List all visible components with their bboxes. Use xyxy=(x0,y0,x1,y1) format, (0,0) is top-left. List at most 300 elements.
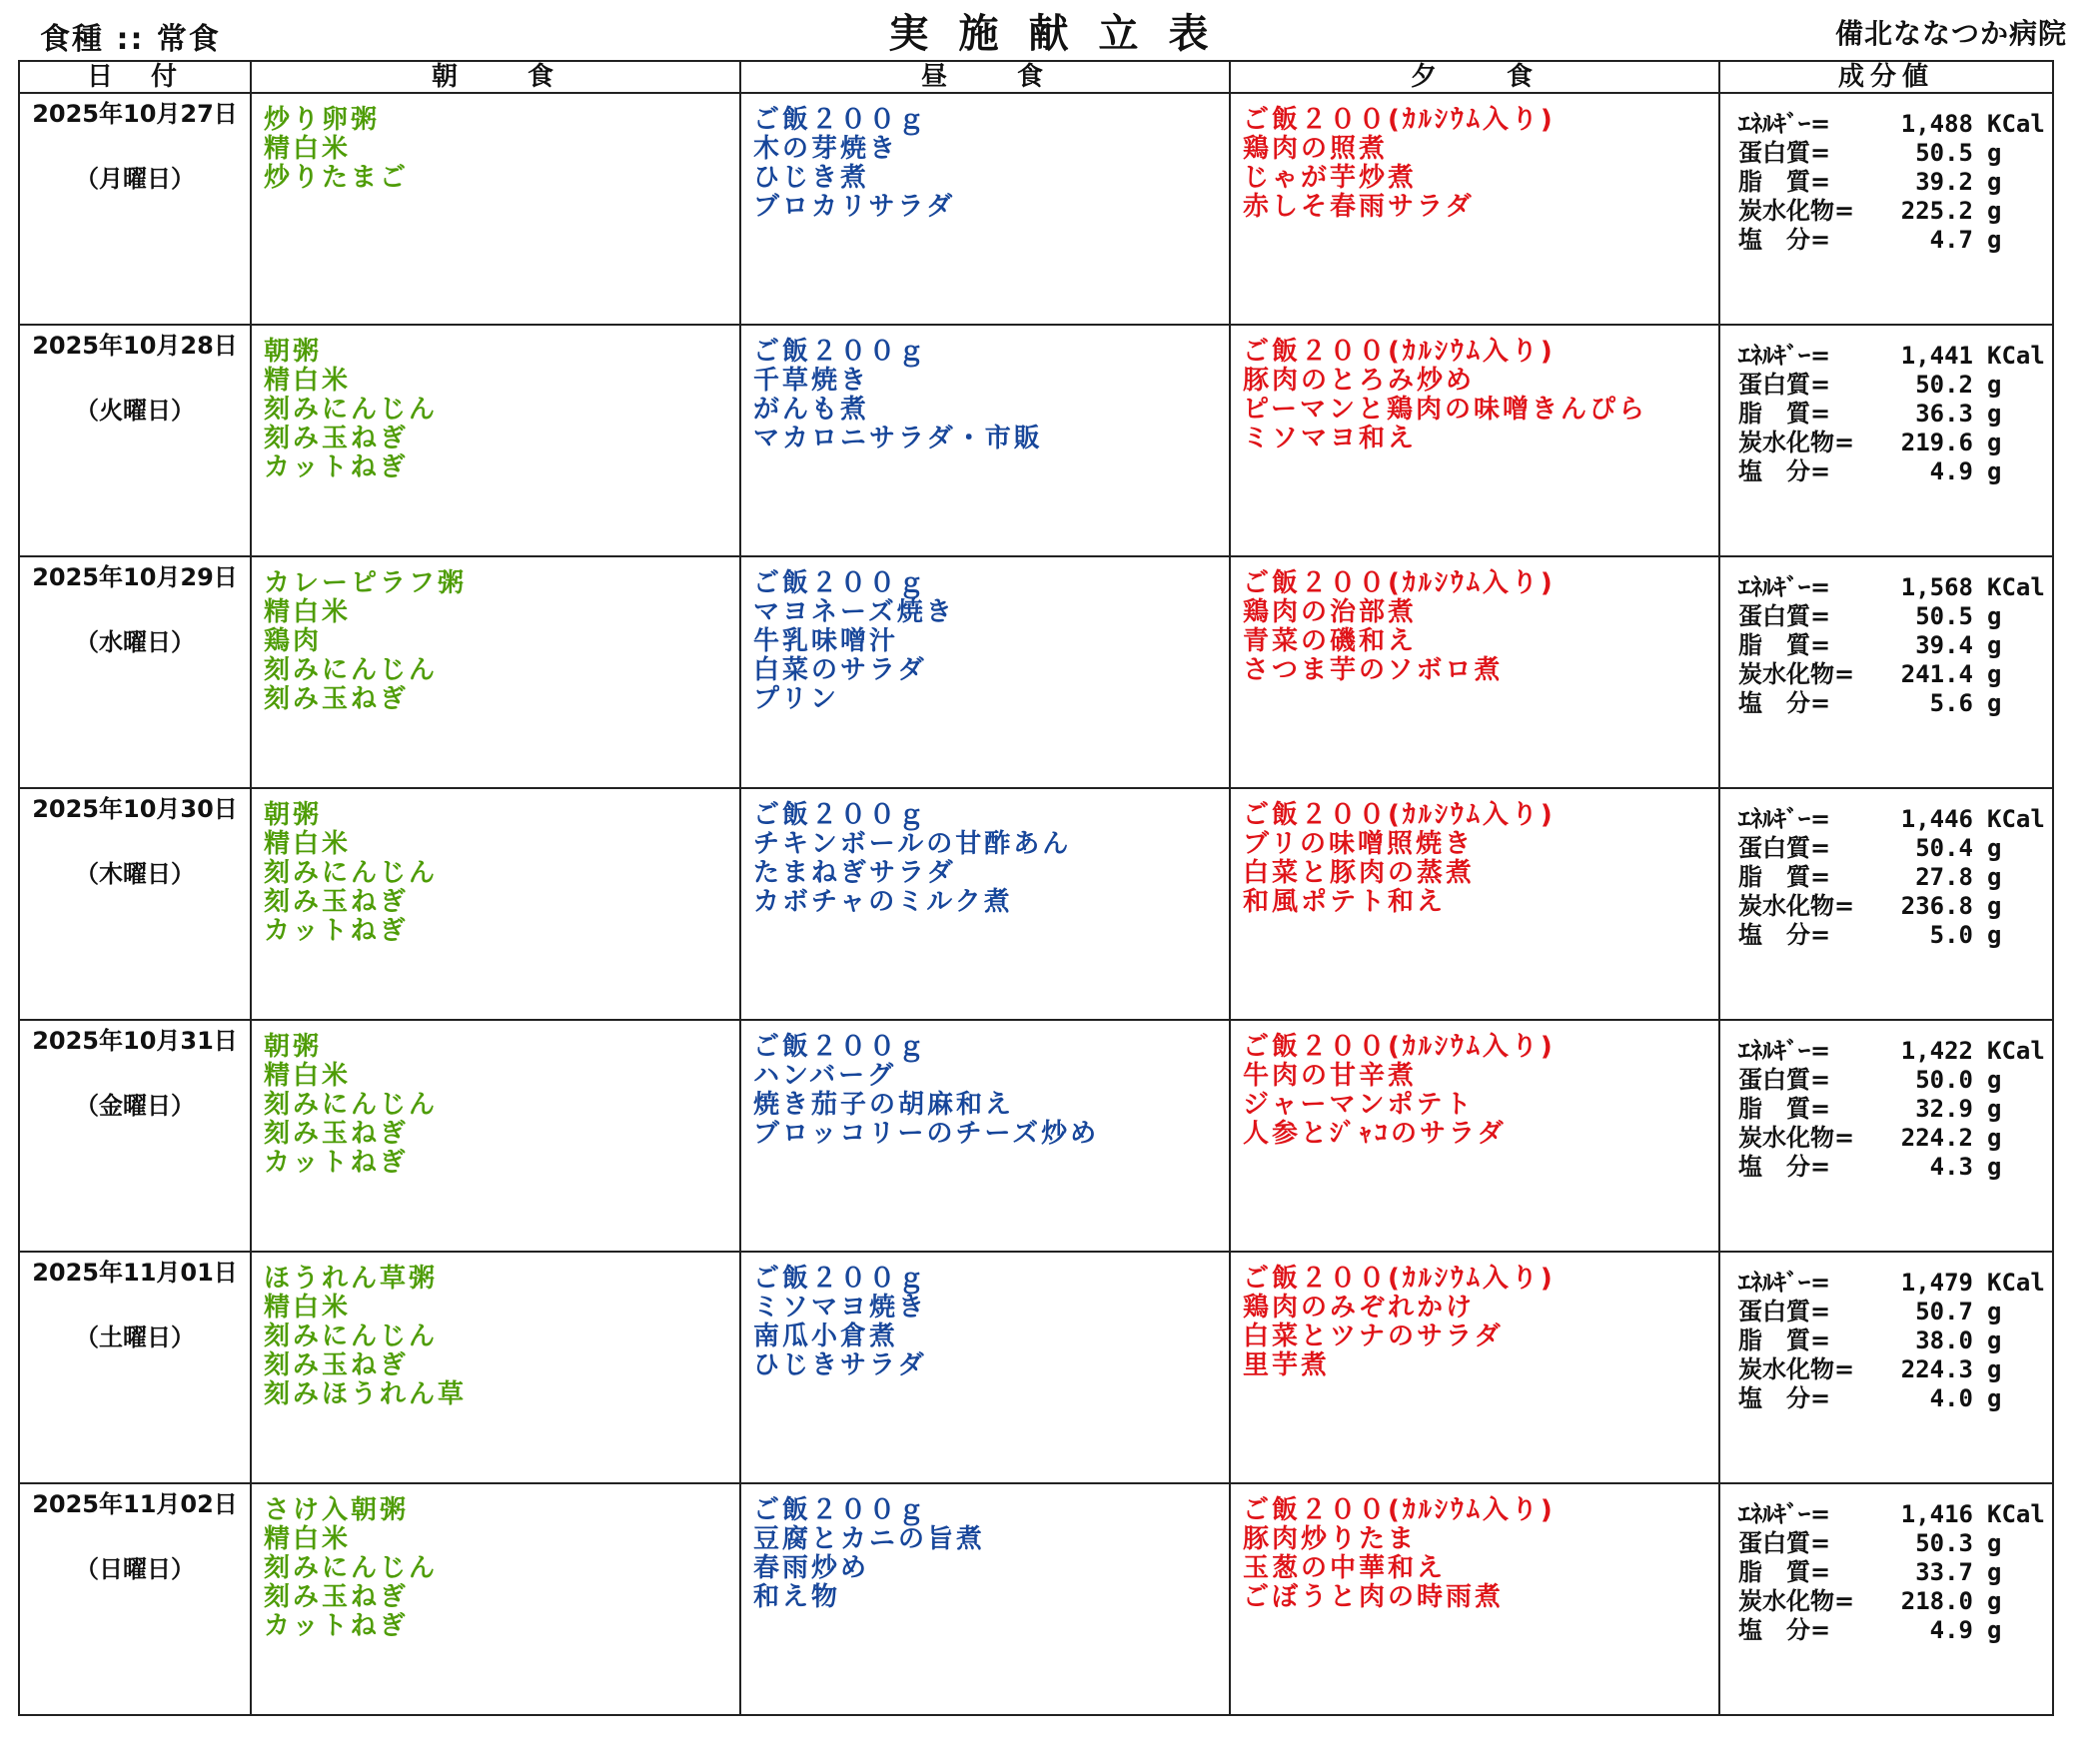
column-header-nutrition: 成分値 xyxy=(1719,61,2053,93)
breakfast-dish: 精白米 xyxy=(264,366,352,396)
lunch-cell xyxy=(740,556,1230,788)
breakfast-dish: 炒りたまご xyxy=(264,163,410,193)
dinner-menu-list xyxy=(1231,1253,1718,1380)
breakfast-dish: 刻み玉ねぎ xyxy=(264,887,410,917)
nutrient-unit: g xyxy=(1987,1066,2002,1094)
nutrient-row-carbs xyxy=(1738,197,2052,226)
dinner-cell xyxy=(1230,93,1719,325)
nutrient-unit: g xyxy=(1987,660,2002,688)
lunch-dish: 春雨炒め xyxy=(753,1553,870,1583)
nutrient-row-protein xyxy=(1738,1298,2052,1326)
nutrient-label: ｴﾈﾙｷﾞｰ= xyxy=(1738,805,1831,833)
breakfast-cell xyxy=(251,325,740,556)
nutrient-row-carbs xyxy=(1738,1587,2052,1616)
date-text: 2025年10月28日 xyxy=(32,332,238,360)
nutrient-row-fat xyxy=(1738,631,2052,660)
lunch-dish: ご飯２００ｇ xyxy=(753,800,928,830)
nutrient-row-carbs xyxy=(1738,1355,2052,1384)
column-header-dinner: 夕 食 xyxy=(1230,61,1719,93)
nutrient-row-fat xyxy=(1738,1095,2052,1124)
nutrient-value: 5.0 xyxy=(1929,921,1973,949)
lunch-dish: プリン xyxy=(753,684,839,714)
page-header xyxy=(0,0,2097,60)
dinner-menu-list xyxy=(1231,557,1718,685)
breakfast-dish: 刻み玉ねぎ xyxy=(264,1350,410,1380)
dinner-dish: じゃが芋炒煮 xyxy=(1243,163,1418,193)
nutrient-label: 脂 質= xyxy=(1738,1095,1831,1123)
lunch-dish: ご飯２００ｇ xyxy=(753,105,928,135)
lunch-cell xyxy=(740,1252,1230,1483)
date-text: 2025年11月02日 xyxy=(32,1490,238,1518)
lunch-dish: ミソマヨ焼き xyxy=(753,1293,928,1323)
date-cell xyxy=(19,1252,251,1483)
date-cell xyxy=(19,1483,251,1715)
nutrient-row-salt xyxy=(1738,226,2052,255)
date-text: 2025年10月29日 xyxy=(32,563,238,591)
nutrient-value: 32.9 xyxy=(1915,1095,1973,1123)
nutrient-label: 塩 分= xyxy=(1738,457,1831,485)
breakfast-menu-list xyxy=(252,1253,739,1409)
nutrient-value: 4.9 xyxy=(1929,1616,1973,1644)
lunch-dish: ご飯２００ｇ xyxy=(753,1495,928,1525)
lunch-dish: 木の芽焼き xyxy=(753,134,899,164)
lunch-cell xyxy=(740,93,1230,325)
dinner-cell xyxy=(1230,1252,1719,1483)
nutrition-cell xyxy=(1719,788,2053,1020)
lunch-menu-list xyxy=(741,1484,1229,1612)
date-text: 2025年10月30日 xyxy=(32,795,238,823)
dinner-dish: 豚肉炒りたま xyxy=(1243,1524,1418,1554)
nutrient-value: 1,416 xyxy=(1900,1500,1973,1528)
day-row xyxy=(19,788,2053,1020)
nutrient-unit: g xyxy=(1987,197,2002,225)
breakfast-dish: 刻みほうれん草 xyxy=(264,1379,468,1409)
nutrition-values xyxy=(1720,789,2052,950)
nutrient-row-energy xyxy=(1738,1037,2052,1066)
nutrition-values xyxy=(1720,557,2052,718)
dinner-dish: ご飯２００(ｶﾙｼｳﾑ入り) xyxy=(1243,568,1556,598)
dinner-dish: ご飯２００(ｶﾙｼｳﾑ入り) xyxy=(1243,1264,1556,1294)
nutrient-unit: g xyxy=(1987,371,2002,399)
nutrient-row-carbs xyxy=(1738,660,2052,689)
nutrient-unit: g xyxy=(1987,631,2002,659)
nutrition-cell xyxy=(1719,325,2053,556)
nutrient-label: 塩 分= xyxy=(1738,1616,1831,1644)
day-row xyxy=(19,93,2053,325)
dinner-dish: 赤しそ春雨サラダ xyxy=(1243,192,1475,222)
menu-table-body xyxy=(19,93,2053,1715)
breakfast-menu-list xyxy=(252,789,739,946)
dinner-menu-list xyxy=(1231,326,1718,453)
nutrient-value: 224.2 xyxy=(1900,1124,1973,1152)
date-cell xyxy=(19,788,251,1020)
lunch-dish: ひじき煮 xyxy=(753,163,870,193)
header-row xyxy=(19,61,2053,93)
date-text: 2025年10月27日 xyxy=(32,100,238,128)
lunch-menu-list xyxy=(741,94,1229,222)
dinner-dish: 鶏肉のみぞれかけ xyxy=(1243,1293,1476,1323)
nutrient-unit: g xyxy=(1987,226,2002,254)
nutrient-value: 1,488 xyxy=(1900,110,1973,138)
nutrient-row-carbs xyxy=(1738,892,2052,921)
food-type-label: 食種 :: 常食 xyxy=(40,22,221,57)
nutrient-unit: KCal xyxy=(1987,805,2045,833)
lunch-dish: 南瓜小倉煮 xyxy=(753,1322,899,1351)
nutrient-label: 塩 分= xyxy=(1738,1384,1831,1412)
breakfast-dish: ほうれん草粥 xyxy=(264,1264,439,1294)
dinner-dish: 玉葱の中華和え xyxy=(1243,1553,1447,1583)
breakfast-dish: 刻み玉ねぎ xyxy=(264,1582,410,1612)
day-row xyxy=(19,1483,2053,1715)
nutrient-unit: g xyxy=(1987,892,2002,920)
nutrient-value: 4.3 xyxy=(1929,1153,1973,1181)
lunch-dish: 千草焼き xyxy=(753,366,870,396)
nutrient-row-energy xyxy=(1738,342,2052,371)
lunch-dish: がんも煮 xyxy=(753,395,870,425)
dinner-dish: ご飯２００(ｶﾙｼｳﾑ入り) xyxy=(1243,1032,1556,1062)
dinner-cell xyxy=(1230,788,1719,1020)
nutrition-values xyxy=(1720,1484,2052,1645)
dinner-cell xyxy=(1230,1020,1719,1252)
nutrient-unit: g xyxy=(1987,921,2002,949)
nutrient-unit: g xyxy=(1987,1124,2002,1152)
nutrient-label: ｴﾈﾙｷﾞｰ= xyxy=(1738,1037,1831,1065)
dinner-dish: 白菜とツナのサラダ xyxy=(1243,1322,1504,1351)
dinner-cell xyxy=(1230,1483,1719,1715)
nutrient-unit: g xyxy=(1987,1384,2002,1412)
nutrient-value: 225.2 xyxy=(1900,197,1973,225)
dinner-dish: 鶏肉の治部煮 xyxy=(1243,597,1418,627)
breakfast-dish: 刻みにんじん xyxy=(264,395,439,425)
menu-table xyxy=(18,60,2054,1716)
nutrient-label: ｴﾈﾙｷﾞｰ= xyxy=(1738,1269,1831,1297)
nutrient-label: 蛋白質= xyxy=(1738,1529,1831,1557)
lunch-dish: ご飯２００ｇ xyxy=(753,337,928,367)
lunch-menu-list xyxy=(741,1253,1229,1380)
weekday-text: （水曜日） xyxy=(75,628,195,656)
breakfast-menu-list xyxy=(252,557,739,714)
lunch-dish: 牛乳味噌汁 xyxy=(753,626,899,656)
lunch-cell xyxy=(740,788,1230,1020)
nutrient-unit: KCal xyxy=(1987,110,2045,138)
nutrient-row-carbs xyxy=(1738,429,2052,457)
lunch-cell xyxy=(740,325,1230,556)
dinner-dish: ご飯２００(ｶﾙｼｳﾑ入り) xyxy=(1243,105,1556,135)
nutrient-value: 38.0 xyxy=(1915,1326,1973,1354)
date-cell xyxy=(19,93,251,325)
nutrient-row-protein xyxy=(1738,834,2052,863)
column-header-breakfast: 朝 食 xyxy=(251,61,740,93)
breakfast-dish: 精白米 xyxy=(264,1061,352,1091)
nutrient-value: 1,568 xyxy=(1900,573,1973,601)
lunch-dish: ご飯２００ｇ xyxy=(753,568,928,598)
weekday-text: （月曜日） xyxy=(75,165,195,193)
nutrition-cell xyxy=(1719,1020,2053,1252)
dinner-dish: ご飯２００(ｶﾙｼｳﾑ入り) xyxy=(1243,1495,1556,1525)
nutrient-row-protein xyxy=(1738,139,2052,168)
breakfast-dish: カットねぎ xyxy=(264,1611,409,1641)
day-row xyxy=(19,1252,2053,1483)
nutrient-unit: KCal xyxy=(1987,342,2045,370)
column-header-date: 日 付 xyxy=(19,61,251,93)
nutrition-values xyxy=(1720,326,2052,486)
breakfast-cell xyxy=(251,556,740,788)
dinner-cell xyxy=(1230,325,1719,556)
nutrient-label: 塩 分= xyxy=(1738,226,1831,254)
nutrient-row-salt xyxy=(1738,457,2052,486)
nutrient-label: ｴﾈﾙｷﾞｰ= xyxy=(1738,342,1831,370)
breakfast-dish: 刻みにんじん xyxy=(264,1322,439,1351)
nutrient-label: 炭水化物= xyxy=(1738,429,1855,456)
nutrient-row-carbs xyxy=(1738,1124,2052,1153)
breakfast-dish: カレーピラフ粥 xyxy=(264,568,468,598)
nutrient-unit: g xyxy=(1987,1095,2002,1123)
breakfast-dish: 精白米 xyxy=(264,1524,352,1554)
dinner-dish: 牛肉の甘辛煮 xyxy=(1243,1061,1418,1091)
nutrient-row-protein xyxy=(1738,602,2052,631)
date-cell xyxy=(19,1020,251,1252)
nutrient-label: 塩 分= xyxy=(1738,1153,1831,1181)
dinner-dish: 和風ポテト和え xyxy=(1243,887,1447,917)
nutrient-label: 炭水化物= xyxy=(1738,1124,1855,1152)
nutrient-label: 炭水化物= xyxy=(1738,1355,1855,1383)
nutrient-unit: g xyxy=(1987,689,2002,717)
nutrition-cell xyxy=(1719,1483,2053,1715)
nutrient-row-energy xyxy=(1738,110,2052,139)
dinner-dish: 鶏肉の照煮 xyxy=(1243,134,1389,164)
breakfast-dish: 刻み玉ねぎ xyxy=(264,1119,410,1149)
weekday-text: （土曜日） xyxy=(75,1323,195,1351)
breakfast-cell xyxy=(251,93,740,325)
nutrient-row-fat xyxy=(1738,1326,2052,1355)
breakfast-dish: 朝粥 xyxy=(264,1032,323,1062)
nutrient-unit: g xyxy=(1987,168,2002,196)
lunch-dish: 焼き茄子の胡麻和え xyxy=(753,1090,1015,1120)
nutrient-unit: g xyxy=(1987,429,2002,456)
dinner-dish: 豚肉のとろみ炒め xyxy=(1243,366,1476,396)
breakfast-dish: カットねぎ xyxy=(264,1148,409,1178)
nutrition-cell xyxy=(1719,1252,2053,1483)
breakfast-menu-list xyxy=(252,1021,739,1178)
dinner-dish: ピーマンと鶏肉の味噌きんぴら xyxy=(1243,395,1647,425)
dinner-dish: さつま芋のソボロ煮 xyxy=(1243,655,1504,685)
nutrient-value: 1,422 xyxy=(1900,1037,1973,1065)
lunch-menu-list xyxy=(741,789,1229,917)
nutrient-label: 脂 質= xyxy=(1738,631,1831,659)
nutrient-value: 1,441 xyxy=(1900,342,1973,370)
nutrient-value: 4.0 xyxy=(1929,1384,1973,1412)
weekday-text: （金曜日） xyxy=(75,1092,195,1120)
nutrient-unit: g xyxy=(1987,1558,2002,1586)
lunch-dish: 白菜のサラダ xyxy=(753,655,927,685)
nutrient-value: 5.6 xyxy=(1929,689,1973,717)
nutrition-values xyxy=(1720,1021,2052,1182)
nutrient-value: 50.7 xyxy=(1915,1298,1973,1325)
dinner-dish: ご飯２００(ｶﾙｼｳﾑ入り) xyxy=(1243,800,1556,830)
lunch-dish: 和え物 xyxy=(753,1582,841,1612)
weekday-text: （日曜日） xyxy=(75,1555,195,1583)
nutrient-value: 219.6 xyxy=(1900,429,1973,456)
breakfast-dish: 精白米 xyxy=(264,134,352,164)
lunch-menu-list xyxy=(741,557,1229,714)
breakfast-dish: 刻みにんじん xyxy=(264,1553,439,1583)
lunch-dish: マヨネーズ焼き xyxy=(753,597,955,627)
nutrient-value: 224.3 xyxy=(1900,1355,1973,1383)
breakfast-dish: 朝粥 xyxy=(264,337,323,367)
nutrient-value: 33.7 xyxy=(1915,1558,1973,1586)
nutrient-label: 炭水化物= xyxy=(1738,1587,1855,1615)
breakfast-dish: 精白米 xyxy=(264,597,352,627)
lunch-cell xyxy=(740,1020,1230,1252)
nutrient-unit: g xyxy=(1987,602,2002,630)
nutrient-row-fat xyxy=(1738,168,2052,197)
breakfast-dish: カットねぎ xyxy=(264,452,409,482)
weekday-text: （木曜日） xyxy=(75,860,195,888)
nutrient-unit: g xyxy=(1987,139,2002,167)
nutrient-label: 脂 質= xyxy=(1738,168,1831,196)
nutrient-label: 炭水化物= xyxy=(1738,892,1855,920)
nutrient-row-energy xyxy=(1738,1269,2052,1298)
nutrient-value: 218.0 xyxy=(1900,1587,1973,1615)
nutrient-label: 脂 質= xyxy=(1738,863,1831,891)
nutrient-label: 脂 質= xyxy=(1738,1326,1831,1354)
lunch-dish: ご飯２００ｇ xyxy=(753,1264,928,1294)
dinner-dish: ブリの味噌照焼き xyxy=(1243,829,1474,859)
dinner-menu-list xyxy=(1231,1484,1718,1612)
dinner-dish: 人参とｼﾞｬｺのサラダ xyxy=(1243,1119,1507,1149)
dinner-dish: 白菜と豚肉の蒸煮 xyxy=(1243,858,1476,888)
nutrient-value: 4.7 xyxy=(1929,226,1973,254)
day-row xyxy=(19,1020,2053,1252)
breakfast-menu-list xyxy=(252,94,739,193)
dinner-menu-list xyxy=(1231,94,1718,222)
nutrient-value: 236.8 xyxy=(1900,892,1973,920)
lunch-dish: マカロニサラダ・市販 xyxy=(753,424,1043,453)
nutrient-row-salt xyxy=(1738,921,2052,950)
lunch-menu-list xyxy=(741,1021,1229,1149)
nutrient-row-salt xyxy=(1738,1384,2052,1413)
date-cell xyxy=(19,556,251,788)
lunch-dish: ブロッコリーのチーズ炒め xyxy=(753,1119,1100,1149)
nutrient-unit: g xyxy=(1987,1326,2002,1354)
nutrition-values xyxy=(1720,1253,2052,1413)
nutrient-unit: g xyxy=(1987,1616,2002,1644)
breakfast-dish: 炒り卵粥 xyxy=(264,105,381,135)
breakfast-dish: カットねぎ xyxy=(264,916,409,946)
lunch-dish: ブロカリサラダ xyxy=(753,192,956,222)
nutrient-unit: g xyxy=(1987,1153,2002,1181)
nutrient-value: 50.5 xyxy=(1915,139,1973,167)
column-header-lunch: 昼 食 xyxy=(740,61,1230,93)
nutrient-unit: g xyxy=(1987,863,2002,891)
hospital-name: 備北ななつか病院 xyxy=(1834,17,2067,50)
date-text: 2025年10月31日 xyxy=(32,1027,238,1055)
lunch-dish: チキンボールの甘酢あん xyxy=(753,829,1072,859)
nutrient-value: 4.9 xyxy=(1929,457,1973,485)
dinner-dish: 里芋煮 xyxy=(1243,1350,1331,1380)
dinner-dish: ミソマヨ和え xyxy=(1243,424,1418,453)
nutrient-value: 27.8 xyxy=(1915,863,1973,891)
nutrient-unit: g xyxy=(1987,1587,2002,1615)
nutrient-value: 39.4 xyxy=(1915,631,1973,659)
nutrient-label: 蛋白質= xyxy=(1738,602,1831,630)
breakfast-menu-list xyxy=(252,1484,739,1641)
dinner-menu-list xyxy=(1231,1021,1718,1149)
nutrient-unit: g xyxy=(1987,400,2002,428)
lunch-menu-list xyxy=(741,326,1229,453)
nutrient-row-salt xyxy=(1738,689,2052,718)
nutrient-value: 1,446 xyxy=(1900,805,1973,833)
nutrient-value: 50.0 xyxy=(1915,1066,1973,1094)
nutrient-label: 脂 質= xyxy=(1738,1558,1831,1586)
nutrient-row-protein xyxy=(1738,1066,2052,1095)
lunch-dish: カボチャのミルク煮 xyxy=(753,887,1013,917)
breakfast-dish: 刻みにんじん xyxy=(264,858,439,888)
breakfast-dish: 精白米 xyxy=(264,1293,352,1323)
day-row xyxy=(19,556,2053,788)
nutrient-label: 蛋白質= xyxy=(1738,1066,1831,1094)
breakfast-dish: 鶏肉 xyxy=(264,626,323,656)
dinner-cell xyxy=(1230,556,1719,788)
breakfast-cell xyxy=(251,1252,740,1483)
date-cell xyxy=(19,325,251,556)
nutrient-unit: g xyxy=(1987,1355,2002,1383)
nutrient-row-energy xyxy=(1738,805,2052,834)
breakfast-cell xyxy=(251,788,740,1020)
weekday-text: （火曜日） xyxy=(75,397,195,425)
nutrient-label: 蛋白質= xyxy=(1738,1298,1831,1325)
breakfast-dish: 精白米 xyxy=(264,829,352,859)
nutrient-row-fat xyxy=(1738,1558,2052,1587)
nutrient-row-salt xyxy=(1738,1153,2052,1182)
nutrient-unit: g xyxy=(1987,457,2002,485)
nutrition-cell xyxy=(1719,93,2053,325)
nutrient-unit: KCal xyxy=(1987,573,2045,601)
day-row xyxy=(19,325,2053,556)
breakfast-dish: 刻みにんじん xyxy=(264,655,439,685)
lunch-dish: ひじきサラダ xyxy=(753,1350,927,1380)
nutrient-row-protein xyxy=(1738,371,2052,400)
nutrient-value: 1,479 xyxy=(1900,1269,1973,1297)
lunch-dish: ご飯２００ｇ xyxy=(753,1032,928,1062)
nutrient-unit: KCal xyxy=(1987,1269,2045,1297)
nutrient-value: 39.2 xyxy=(1915,168,1973,196)
nutrient-value: 50.4 xyxy=(1915,834,1973,862)
breakfast-dish: 刻みにんじん xyxy=(264,1090,439,1120)
lunch-dish: ハンバーグ xyxy=(753,1061,897,1091)
nutrient-value: 50.3 xyxy=(1915,1529,1973,1557)
dinner-menu-list xyxy=(1231,789,1718,917)
nutrient-row-energy xyxy=(1738,573,2052,602)
nutrient-label: ｴﾈﾙｷﾞｰ= xyxy=(1738,1500,1831,1528)
nutrient-row-fat xyxy=(1738,863,2052,892)
nutrient-row-protein xyxy=(1738,1529,2052,1558)
nutrient-label: ｴﾈﾙｷﾞｰ= xyxy=(1738,110,1831,138)
lunch-cell xyxy=(740,1483,1230,1715)
nutrient-row-energy xyxy=(1738,1500,2052,1529)
nutrient-unit: KCal xyxy=(1987,1500,2045,1528)
nutrient-label: ｴﾈﾙｷﾞｰ= xyxy=(1738,573,1831,601)
dinner-dish: 青菜の磯和え xyxy=(1243,626,1418,656)
nutrient-label: 蛋白質= xyxy=(1738,139,1831,167)
breakfast-dish: 刻み玉ねぎ xyxy=(264,684,410,714)
nutrient-value: 36.3 xyxy=(1915,400,1973,428)
lunch-dish: 豆腐とカニの旨煮 xyxy=(753,1524,986,1554)
dinner-dish: ご飯２００(ｶﾙｼｳﾑ入り) xyxy=(1243,337,1556,367)
date-text: 2025年11月01日 xyxy=(32,1259,238,1287)
page-title: 実施献立表 xyxy=(888,11,1239,57)
nutrient-row-fat xyxy=(1738,400,2052,429)
